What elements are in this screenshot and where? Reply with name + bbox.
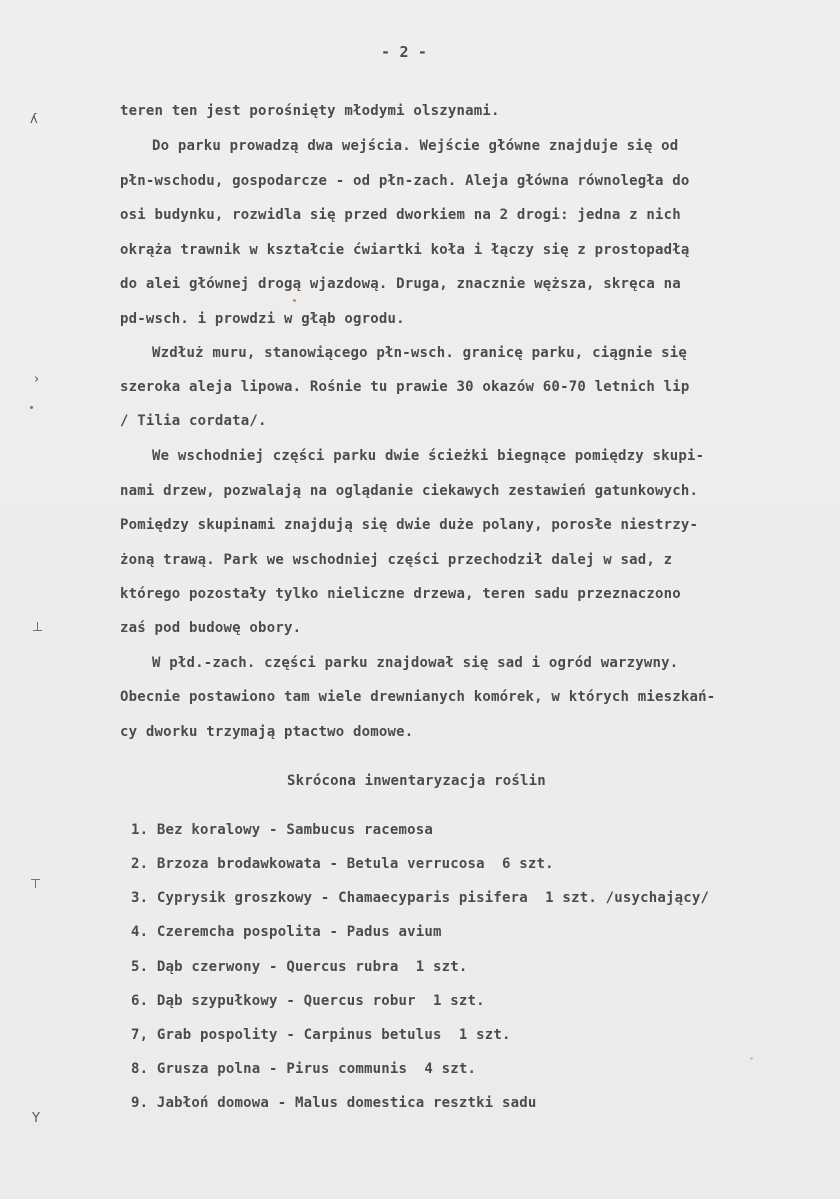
text-line: zaś pod budowę obory. [120, 620, 302, 636]
text-line: pd-wsch. i prowdzi w głąb ogrodu. [120, 311, 405, 327]
text-line: cy dworku trzymają ptactwo domowe. [120, 724, 414, 740]
text-line: / Tilia cordata/. [120, 413, 267, 429]
plant-list-item: 4. Czeremcha pospolita - Padus avium [131, 924, 442, 940]
margin-mark: ⊤ [30, 877, 42, 892]
page-number: - 2 - [381, 43, 428, 61]
section-title: Skrócona inwentaryzacja roślin [287, 773, 546, 789]
plant-list-item: 1. Bez koralowy - Sambucus racemosa [131, 822, 434, 838]
text-line: którego pozostały tylko nieliczne drzewa, teren sadu przeznaczono [120, 586, 681, 602]
text-line: płn-wschodu, gospodarcze - od płn-zach. Aleja główna równoległa do [120, 173, 690, 189]
text-line: żoną trawą. Park we wschodniej części przechodził dalej w sad, z [120, 552, 673, 568]
text-line: osi budynku, rozwidla się przed dworkiem na 2 drogi: jedna z nich [120, 207, 681, 223]
text-line: okrąża trawnik w kształcie ćwiartki koła i łączy się z prostopadłą [120, 242, 690, 258]
text-line: We wschodniej części parku dwie ścieżki biegnące pomiędzy skupi- [152, 448, 705, 464]
plant-list-item: 3. Cyprysik groszkowy - Chamaecyparis pisifera 1 szt. /usychający/ [131, 890, 710, 906]
plant-list-item: 2. Brzoza brodawkowata - Betula verrucosa 6 szt. [131, 856, 554, 872]
plant-list-item: 6. Dąb szypułkowy - Quercus robur 1 szt. [131, 993, 485, 1009]
text-line: Wzdłuż muru, stanowiącego płn-wsch. granicę parku, ciągnie się [152, 345, 687, 361]
margin-mark: Y [32, 1111, 40, 1126]
text-line: Obecnie postawiono tam wiele drewnianych komórek, w których mieszkań- [120, 689, 716, 705]
text-line: teren ten jest porośnięty młodymi olszynami. [120, 103, 500, 119]
text-line: do alei głównej drogą wjazdową. Druga, znacznie węższa, skręca na [120, 276, 681, 292]
paper-speck [293, 299, 296, 302]
margin-dot [30, 406, 33, 409]
plant-list-item: 7, Grab pospolity - Carpinus betulus 1 szt. [131, 1027, 511, 1043]
margin-mark: ʎ [30, 112, 38, 127]
plant-list-item: 5. Dąb czerwony - Quercus rubra 1 szt. [131, 959, 468, 975]
plant-list-item: 9. Jabłoń domowa - Malus domestica resztki sadu [131, 1095, 537, 1111]
text-line: nami drzew, pozwalają na oglądanie ciekawych zestawień gatunkowych. [120, 483, 699, 499]
paper-speck [750, 1057, 753, 1060]
margin-mark: ⊥ [32, 620, 44, 635]
text-line: Do parku prowadzą dwa wejścia. Wejście główne znajduje się od [152, 138, 679, 154]
text-line: Pomiędzy skupinami znajdują się dwie duże polany, porosłe niestrzy- [120, 517, 699, 533]
text-line: W płd.-zach. części parku znajdował się sad i ogród warzywny. [152, 655, 679, 671]
margin-mark: › [34, 372, 40, 387]
text-line: szeroka aleja lipowa. Rośnie tu prawie 30 okazów 60-70 letnich lip [120, 379, 690, 395]
plant-list-item: 8. Grusza polna - Pirus communis 4 szt. [131, 1061, 477, 1077]
